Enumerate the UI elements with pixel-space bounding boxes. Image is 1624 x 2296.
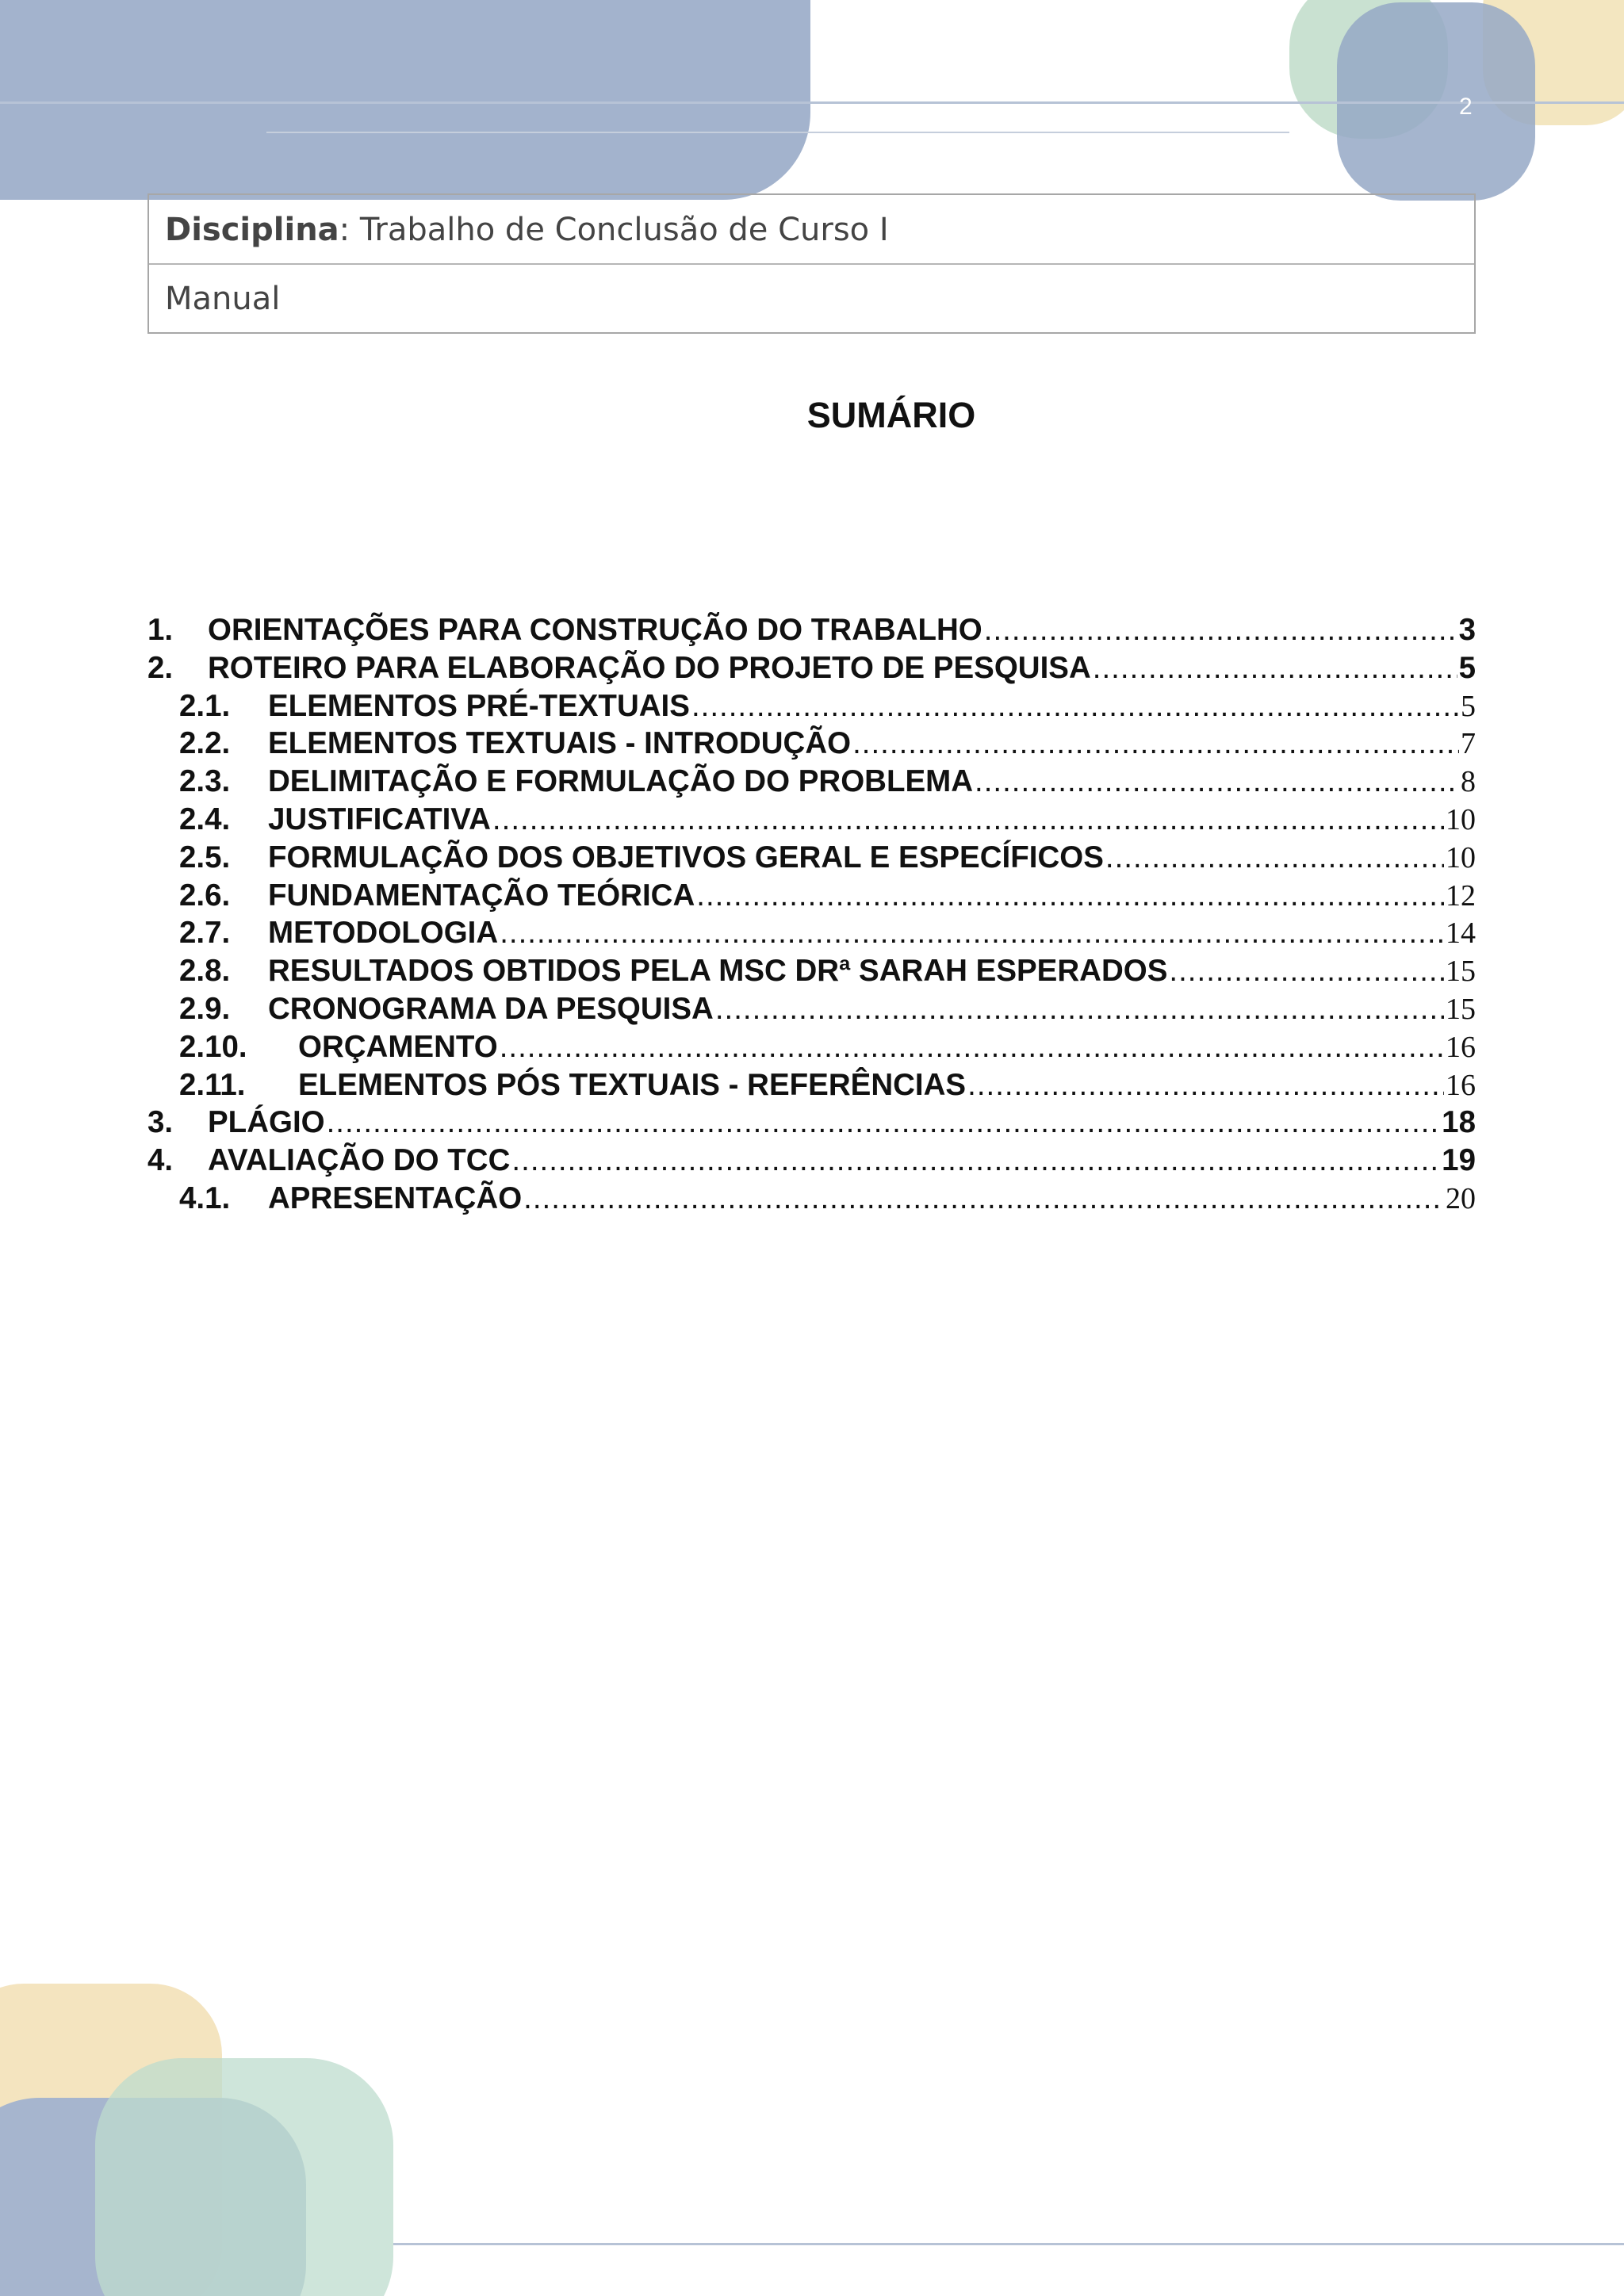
header-row-type xyxy=(149,265,1474,334)
toc-entry-page: 16 xyxy=(1446,1030,1476,1064)
toc-leader-dots xyxy=(696,878,1444,913)
toc-entry[interactable] xyxy=(147,726,1476,764)
toc-entry-number: 2.6. xyxy=(179,878,231,913)
decorative-shape-bottom-green xyxy=(95,2058,393,2296)
toc-leader-dots xyxy=(500,916,1444,951)
toc-entry-title: FUNDAMENTAÇÃO TEÓRICA xyxy=(268,878,695,913)
toc-entry-page: 19 xyxy=(1442,1143,1476,1178)
toc-entry-title: FORMULAÇÃO DOS OBJETIVOS GERAL E ESPECÍFICOS xyxy=(268,840,1104,874)
toc-entry-page: 3 xyxy=(1458,613,1476,647)
toc-entry-title: APRESENTAÇÃO xyxy=(268,1181,523,1215)
toc-entry-title: ORIENTAÇÕES PARA CONSTRUÇÃO DO TRABALHO xyxy=(208,613,982,647)
decorative-shape-top-left xyxy=(0,0,810,200)
toc-leader-dots xyxy=(975,764,1459,799)
toc-leader-dots xyxy=(1169,954,1444,989)
toc-entry-number: 2.9. xyxy=(179,991,231,1026)
toc-entry-page: 7 xyxy=(1461,727,1476,761)
toc-entry-number: 2. xyxy=(147,650,174,685)
toc-leader-dots xyxy=(1105,840,1444,875)
toc-entry-page: 5 xyxy=(1461,689,1476,723)
toc-entry-title: ELEMENTOS PRÉ-TEXTUAIS xyxy=(268,688,690,723)
toc-leader-dots xyxy=(327,1105,1441,1140)
toc-entry-page: 18 xyxy=(1442,1105,1476,1140)
toc-leader-dots xyxy=(500,1030,1444,1065)
discipline-value: : Trabalho de Conclusão de Curso I xyxy=(339,212,889,248)
header-rule-secondary xyxy=(266,132,1289,133)
toc-entry-number: 2.8. xyxy=(179,954,231,989)
toc-entry-number: 1. xyxy=(147,613,174,647)
toc-entry[interactable] xyxy=(147,840,1476,878)
toc-entry-page: 12 xyxy=(1446,878,1476,913)
toc-entry-number: 2.11. xyxy=(179,1067,246,1102)
header-rule xyxy=(0,101,1624,104)
toc-entry[interactable] xyxy=(147,613,1476,651)
toc-entry-title: JUSTIFICATIVA xyxy=(268,802,491,836)
toc-leader-dots xyxy=(967,1068,1444,1103)
toc-entry-number: 2.1. xyxy=(179,688,231,723)
toc-entry-number: 2.10. xyxy=(179,1029,247,1064)
header-table xyxy=(147,193,1476,334)
toc-entry[interactable] xyxy=(147,651,1476,689)
toc-entry-number: 2.3. xyxy=(179,764,231,799)
toc-entry-page: 5 xyxy=(1458,650,1476,685)
toc-entry-number: 2.4. xyxy=(179,802,231,836)
toc-entry-title: CRONOGRAMA DA PESQUISA xyxy=(268,991,714,1026)
toc-leader-dots xyxy=(715,992,1444,1027)
toc-entry-page: 14 xyxy=(1446,916,1476,951)
document-type: Manual xyxy=(165,281,281,317)
toc-entry-title: ELEMENTOS PÓS TEXTUAIS - REFERÊNCIAS xyxy=(298,1067,967,1102)
toc-entry-page: 15 xyxy=(1446,992,1476,1026)
toc-entry[interactable] xyxy=(147,689,1476,727)
toc-entry[interactable] xyxy=(147,1181,1476,1219)
header-row-discipline xyxy=(149,195,1474,265)
toc-entry-number: 2.7. xyxy=(179,916,231,951)
toc-entry-title: METODOLOGIA xyxy=(268,916,499,951)
toc-entry-title: RESULTADOS OBTIDOS PELA MSC DRª SARAH ESPERADOS xyxy=(268,954,1168,989)
toc-entry-page: 20 xyxy=(1446,1181,1476,1215)
toc-entry[interactable] xyxy=(147,1105,1476,1143)
toc-leader-dots xyxy=(852,726,1459,761)
toc-entry-title: ELEMENTOS TEXTUAIS - INTRODUÇÃO xyxy=(268,726,852,761)
toc-entry[interactable] xyxy=(147,878,1476,916)
toc-leader-dots xyxy=(511,1143,1440,1178)
toc-entry-title: DELIMITAÇÃO E FORMULAÇÃO DO PROBLEMA xyxy=(268,764,974,799)
toc-entry-page: 8 xyxy=(1461,765,1476,799)
toc-entry[interactable] xyxy=(147,916,1476,954)
toc-leader-dots xyxy=(492,802,1444,837)
toc-entry-number: 2.5. xyxy=(179,840,231,874)
page-number: 2 xyxy=(1459,94,1473,120)
toc-entry-title: PLÁGIO xyxy=(208,1105,325,1140)
toc-entry[interactable] xyxy=(147,1143,1476,1181)
footer-rule xyxy=(393,2243,1624,2245)
toc-entry[interactable] xyxy=(147,1068,1476,1106)
toc-entry-page: 10 xyxy=(1446,802,1476,836)
toc-entry[interactable] xyxy=(147,802,1476,840)
toc-entry-title: ORÇAMENTO xyxy=(298,1029,498,1064)
toc-entry-number: 3. xyxy=(147,1105,174,1140)
toc-entry[interactable] xyxy=(147,992,1476,1030)
toc-entry[interactable] xyxy=(147,1030,1476,1068)
toc-leader-dots xyxy=(984,613,1457,648)
toc-entry[interactable] xyxy=(147,954,1476,992)
toc-entry-title: ROTEIRO PARA ELABORAÇÃO DO PROJETO DE PESQUISA xyxy=(208,650,1091,685)
toc-leader-dots xyxy=(1093,651,1457,686)
toc-entry[interactable] xyxy=(147,764,1476,802)
toc-leader-dots xyxy=(523,1181,1444,1216)
toc-entry-page: 16 xyxy=(1446,1068,1476,1102)
discipline-label: Disciplina xyxy=(165,212,339,248)
toc-entry-page: 10 xyxy=(1446,840,1476,874)
toc-entry-number: 4.1. xyxy=(179,1181,231,1215)
toc-entry-page: 15 xyxy=(1446,955,1476,989)
toc-entry-number: 2.2. xyxy=(179,726,231,761)
toc-entry-title: AVALIAÇÃO DO TCC xyxy=(208,1143,511,1178)
table-of-contents xyxy=(147,613,1476,1219)
toc-leader-dots xyxy=(691,689,1459,724)
toc-heading: SUMÁRIO xyxy=(806,395,976,435)
toc-entry-number: 4. xyxy=(147,1143,174,1178)
